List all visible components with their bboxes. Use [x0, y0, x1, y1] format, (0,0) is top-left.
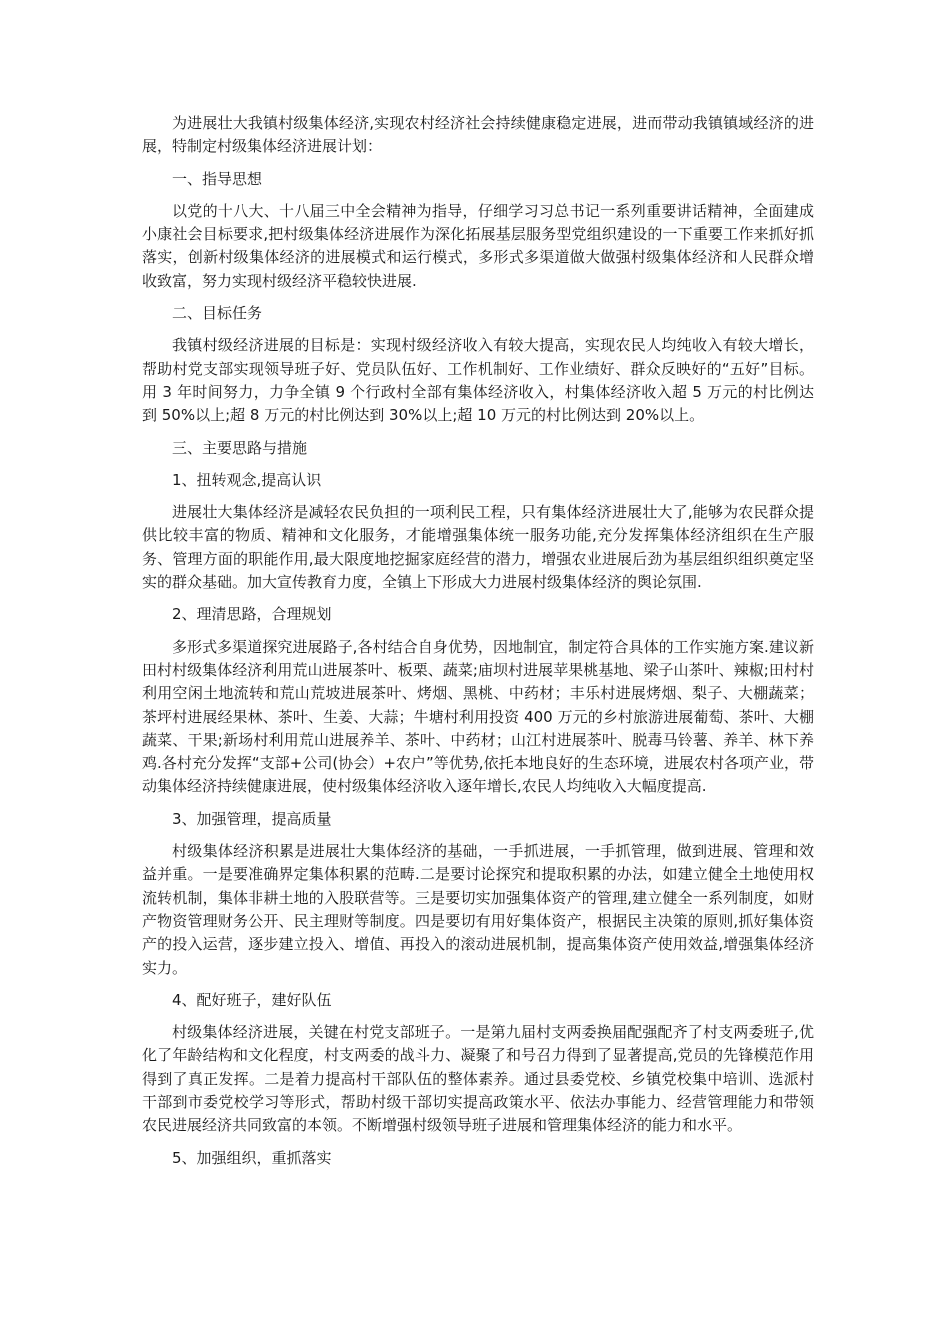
document-page: [142, 112, 814, 1170]
intro-paragraph: 为进展壮大我镇村级集体经济,实现农村经济社会持续健康稳定进展，进而带动我镇镇域经济的进展，特制定村级集体经济进展计划：: [142, 114, 814, 156]
subsection-heading-5: 5、加强组织，重抓落实: [172, 1148, 332, 1167]
subsection-heading-1: 1、扭转观念,提高认识: [172, 470, 322, 489]
subsection-heading-3: 3、加强管理，提高质量: [172, 809, 332, 828]
section-heading-goals: 二、目标任务: [172, 304, 263, 323]
subsection-body-3: 村级集体经济积累是进展壮大集体经济的基础，一手抓进展，一手抓管理，做到进展、管理和效益并重。一是要准确界定集体积累的范畴.二是要讨论探究和提取积累的办法，如建立健全土地使用权流转机制，集体非耕土地的入股联营等。三是要切实加强集体资产的管理,建立健全一系列制度，如财产物资管理财务公开、民主理财等制度。四是要切有用好集体资产，根据民主决策的原则,抓好集体资产的投入运营，逐步建立投入、增值、再投入的滚动进展机制，提高集体资产使用效益,增强集体经济实力。: [142, 842, 814, 977]
subsection-heading-2: 2、理清思路，合理规划: [172, 605, 332, 624]
section-body-goals: 我镇村级经济进展的目标是：实现村级经济收入有较大提高，实现农民人均纯收入有较大增长，帮助村党支部实现领导班子好、党员队伍好、工作机制好、工作业绩好、群众反映好的“五好”目标。用 3 年时间努力，力争全镇 9 个行政村全部有集体经济收入，村集体经济收入超 5 万元的村比例达到 50%以上;超 8 万元的村比例达到 30%以上;超 10 万元的村比例达到 20%以上。: [142, 336, 814, 425]
section-body-guiding-ideology: 以党的十八大、十八届三中全会精神为指导，仔细学习习总书记一系列重要讲话精神，全面建成小康社会目标要求,把村级集体经济进展作为深化拓展基层服务型党组织建设的一下重要工作来抓好抓落实，创新村级集体经济的进展模式和运行模式，多形式多渠道做大做强村级集体经济和人民群众增收致富，努力实现村级经济平稳较快进展.: [142, 201, 814, 290]
subsection-body-4: 村级集体经济进展，关键在村党支部班子。一是第九届村支两委换届配强配齐了村支两委班子,优化了年龄结构和文化程度，村支两委的战斗力、凝聚了和号召力得到了显著提高,党员的先锋模范作用得到了真正发挥。二是着力提高村干部队伍的整体素养。通过县委党校、乡镇党校集中培训、选派村干部到市委党校学习等形式，帮助村级干部切实提高政策水平、依法办事能力、经营管理能力和带领农民进展经济共同致富的本领。不断增强村级领导班子进展和管理集体经济的能力和水平。: [142, 1023, 814, 1135]
subsection-heading-4: 4、配好班子，建好队伍: [172, 990, 332, 1009]
subsection-body-2: 多形式多渠道探究进展路子,各村结合自身优势，因地制宜，制定符合具体的工作实施方案.建议新田村村级集体经济利用荒山进展茶叶、板栗、蔬菜;庙坝村进展苹果桃基地、梁子山茶叶、辣椒;田村村利用空闲土地流转和荒山荒坡进展茶叶、烤烟、黑桃、中药材；丰乐村进展烤烟、梨子、大棚蔬菜；茶坪村进展经果林、茶叶、生姜、大蒜；牛塘村利用投资 400 万元的乡村旅游进展葡萄、茶叶、大棚蔬菜、干果;新场村利用荒山进展养羊、茶叶、中药材；山江村进展茶叶、脱毒马铃薯、养羊、林下养鸡.各村充分发挥“支部+公司(协会）+农户”等优势,依托本地良好的生态环境，进展农村各项产业，带动集体经济持续健康进展，使村级集体经济收入逐年增长,农民人均纯收入大幅度提高.: [142, 637, 814, 796]
section-heading-guiding-ideology: 一、指导思想: [172, 169, 263, 188]
section-heading-measures: 三、主要思路与措施: [172, 438, 308, 457]
subsection-body-1: 进展壮大集体经济是减轻农民负担的一项利民工程，只有集体经济进展壮大了,能够为农民群众提供比较丰富的物质、精神和文化服务，才能增强集体统一服务功能,充分发挥集体经济组织在生产服务、管理方面的职能作用,最大限度地挖掘家庭经营的潜力，增强农业进展后劲为基层组织组织奠定坚实的群众基础。加大宣传教育力度，全镇上下形成大力进展村级集体经济的舆论氛围.: [142, 503, 814, 592]
